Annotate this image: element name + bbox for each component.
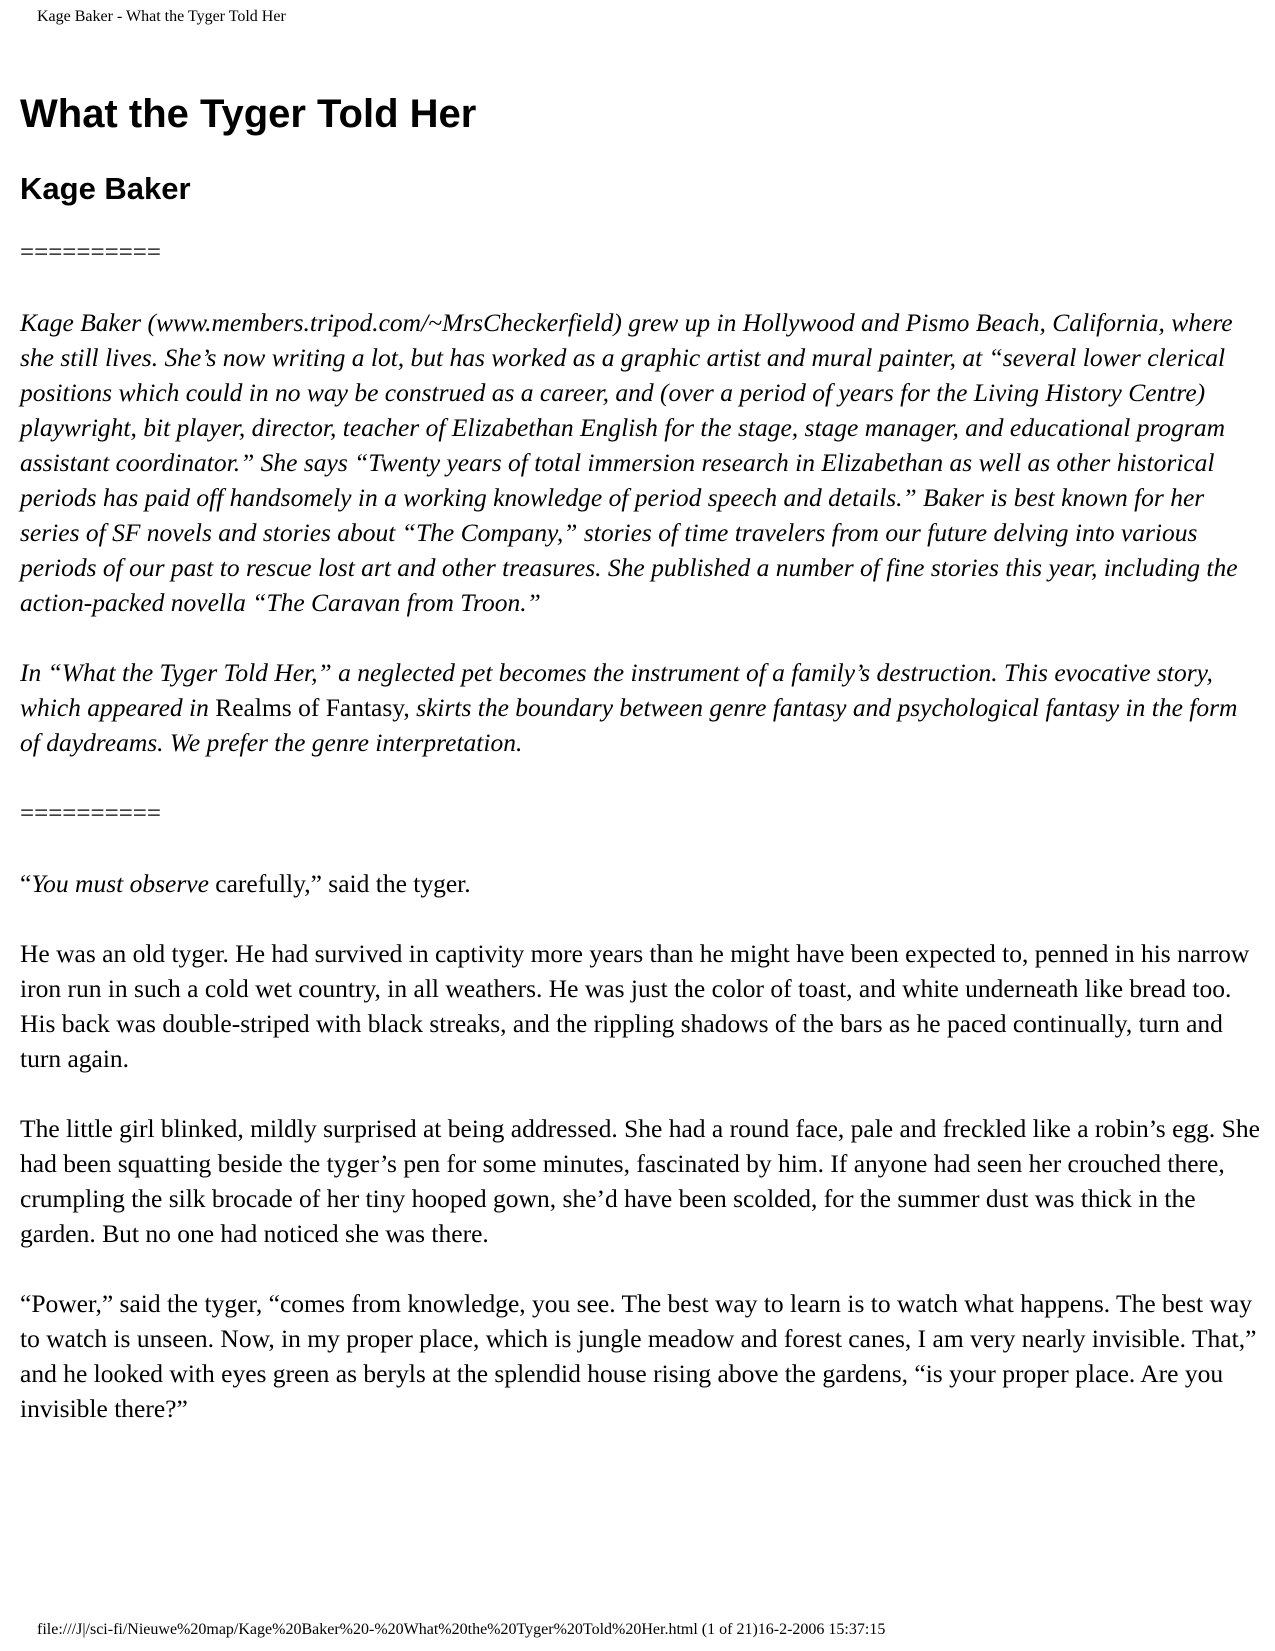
separator-top: ========== bbox=[20, 239, 161, 266]
opening-quote-mark: “ bbox=[20, 869, 32, 898]
story-paragraph-3: “Power,” said the tyger, “comes from knowledge, you see. The best way to learn is to watch what happens. The best way to watch is unseen. Now, in my proper place, which is jungle meadow and forest canes, I am very nearly invisible. That,” and he looked with eyes green as beryls at the splendid house rising above the gardens, “is your proper place. Are you invisible there?” bbox=[20, 1289, 1257, 1423]
publication-name: Realms of Fantasy, bbox=[215, 693, 410, 722]
story-title: What the Tyger Told Her bbox=[20, 92, 477, 136]
opening-italic-phrase: You must observe bbox=[31, 869, 209, 898]
opening-line bbox=[20, 866, 1260, 901]
source-footer: file:///J|/sci-fi/Nieuwe%20map/Kage%20Baker%20-%20What%20the%20Tyger%20Told%20Her.html (1 of 21)16-2-2006 15:37:15 bbox=[37, 1621, 886, 1638]
story-paragraph-2: The little girl blinked, mildly surprised at being addressed. She had a round face, pale and freckled like a robin’s egg. She had been squatting beside the tyger’s pen for some minutes, fascinated by him. If anyone had seen her crouched there, crumpling the silk brocade of her tiny hooped gown, she’d have been scolded, for the summer dust was thick in the garden. But no one had noticed she was there. bbox=[20, 1114, 1260, 1248]
author-name: Kage Baker bbox=[20, 171, 191, 206]
opening-rest: carefully,” said the tyger. bbox=[208, 869, 471, 898]
intro-bio-paragraph: Kage Baker (www.members.tripod.com/~MrsCheckerfield) grew up in Hollywood and Pismo Beach, California, where she still lives. She’s now writing a lot, but has worked as a graphic artist and mural painter, at “several lower clerical positions which could in no way be construed as a career, and (over a period of years for the Living History Centre) playwright, bit player, director, teacher of Elizabethan English for the stage, stage manager, and educational program assistant coordinator.” She says “Twenty years of total immersion research in Elizabethan as well as other historical periods has paid off handsomely in a working knowledge of period speech and details.” Baker is best known for her series of SF novels and stories about “The Company,” stories of time travelers from our future delving into various periods of our past to rescue lost art and other treasures. She published a number of fine stories this year, including the action-packed novella “The Caravan from Troon.” bbox=[20, 308, 1238, 617]
intro-story-after: skirts the boundary between genre fantasy and psychological fantasy in the form of daydreams. We prefer the genre interpretation. bbox=[20, 693, 1238, 757]
story-paragraph-1: He was an old tyger. He had survived in captivity more years than he might have been expected to, penned in his narrow iron run in such a cold wet country, in all weathers. He was just the color of toast, and white underneath like bread too. His back was double-striped with black streaks, and the rippling shadows of the bars as he paced continually, turn and turn again. bbox=[20, 939, 1250, 1073]
document-body bbox=[20, 86, 1260, 1426]
separator-bottom: ========== bbox=[20, 800, 161, 827]
intro-story-paragraph bbox=[20, 655, 1260, 760]
running-header: Kage Baker - What the Tyger Told Her bbox=[37, 8, 286, 25]
intro-story-before: In “What the Tyger Told Her,” a neglected pet becomes the instrument of a family’s destruction. This evocative story, which appeared in bbox=[20, 658, 1213, 722]
